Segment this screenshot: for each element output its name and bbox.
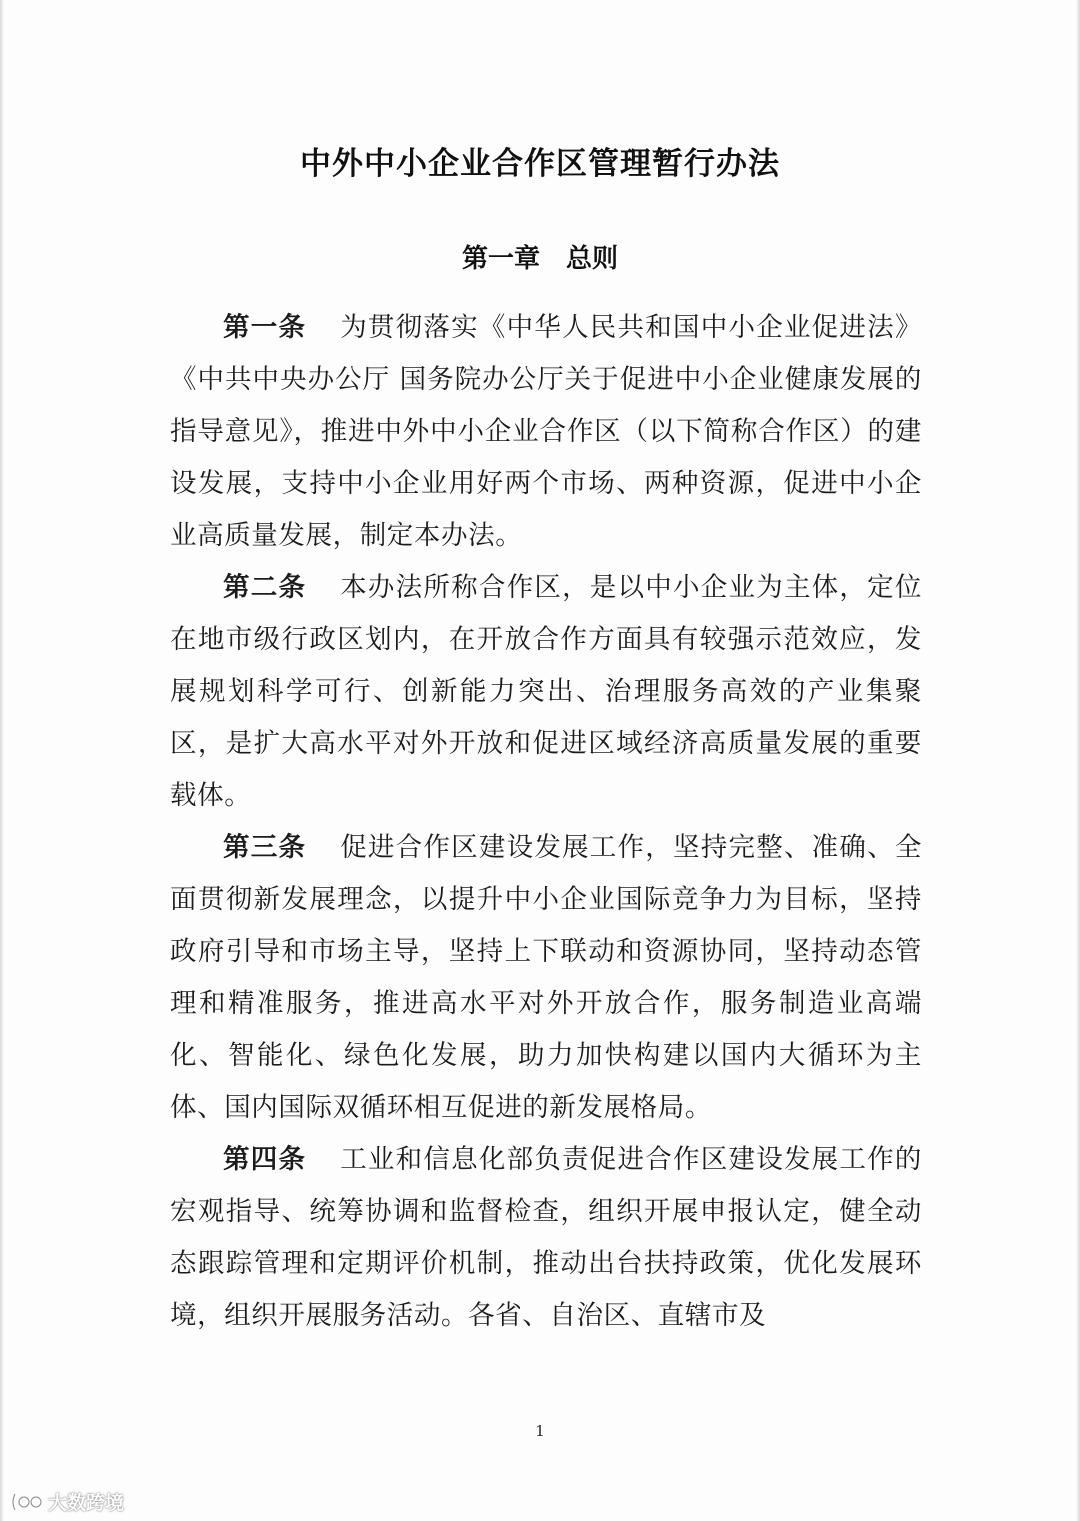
watermark-text: 大数跨境 (48, 1492, 125, 1514)
article-heading: 第二条 (223, 572, 307, 603)
article-text: 促进合作区建设发展工作，坚持完整、准确、全面贯彻新发展理念，以提升中小企业国际竞争力为目标，坚持政府引导和市场主导，坚持上下联动和资源协同，坚持动态管理和精准服务，推进高水平对外开放合作，服务制造业高端化、智能化、绿色化发展，助力加快构建以国内大循环为主体、国内国际双循环相互促进的新发展格局。 (170, 832, 922, 1123)
document-title: 中外中小企业合作区管理暂行办法 (300, 146, 780, 182)
article-heading: 第三条 (223, 832, 307, 863)
document-body (170, 302, 922, 1342)
article-text: 本办法所称合作区，是以中小企业为主体，定位在地市级行政区划内，在开放合作方面具有较强示范效应，发展规划科学可行、创新能力突出、治理服务高效的产业集聚区，是扩大高水平对外开放和促进区域经济高质量发展的重要载体。 (170, 572, 922, 811)
article-3 (170, 822, 922, 1134)
article-1 (170, 302, 922, 562)
watermark-logo-icon (10, 1490, 44, 1514)
article-heading: 第一条 (223, 312, 307, 343)
article-text: 工业和信息化部负责促进合作区建设发展工作的宏观指导、统筹协调和监督检查，组织开展申报认定，健全动态跟踪管理和定期评价机制，推动出台扶持政策，优化发展环境，组织开展服务活动。各省、自治区、直辖市及 (170, 1144, 922, 1331)
scan-edge-left (0, 0, 4, 1521)
watermark (10, 1488, 124, 1515)
scan-edge-right (1076, 0, 1080, 1521)
article-4 (170, 1134, 922, 1342)
article-2 (170, 562, 922, 822)
article-heading: 第四条 (223, 1144, 307, 1175)
chapter-heading: 第一章 总则 (461, 244, 618, 274)
article-text: 为贯彻落实《中华人民共和国中小企业促进法》《中共中央办公厅 国务院办公厅关于促进中小企业健康发展的指导意见》，推进中外中小企业合作区（以下简称合作区）的建设发展，支持中小企业用好两个市场、两种资源，促进中小企业高质量发展，制定本办法。 (170, 312, 922, 551)
page-number: 1 (535, 1422, 545, 1440)
